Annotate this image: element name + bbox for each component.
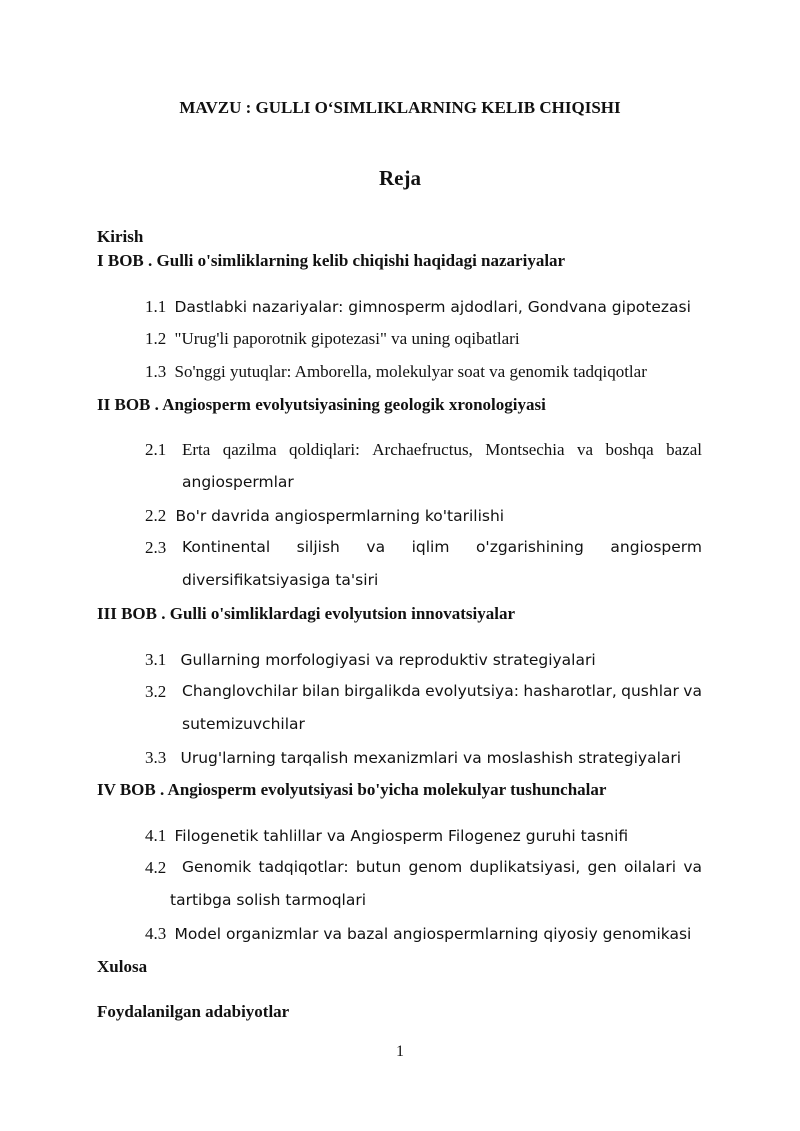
toc-item [145,329,520,349]
item-text-continuation: tartibga solish tarmoqlari [170,891,367,909]
toc-item [145,297,691,317]
chapter-2-heading: II BOB . Angiosperm evolyutsiyasining geologik xronologiyasi [97,395,546,414]
page-number: 1 [396,1043,404,1060]
item-number: 2.2 [145,506,167,525]
item-text-line: Genomik tadqiqotlar: butun genom duplikatsiyasi, gen oilalari va [182,858,702,876]
item-text-line: Erta qazilma qoldiqlari: Archaefructus, Montsechia va boshqa bazal [182,440,702,459]
item-text-line: Kontinental siljish va iqlim o'zgarishining angiosperm [182,538,702,556]
item-number: 3.2 [145,682,167,701]
toc-item [145,826,628,846]
intro-heading: Kirish [97,227,144,246]
item-text: Urug'larning tarqalish mexanizmlari va moslashish strategiyalari [180,749,682,767]
item-number: 3.1 [145,650,167,669]
item-text: Gullarning morfologiyasi va reproduktiv strategiyalari [180,651,596,669]
toc-item [145,748,681,768]
item-text: So'nggi yutuqlar: Amborella, molekulyar soat va genomik tadqiqotlar [174,362,647,381]
toc-item [145,924,691,944]
item-number: 2.1 [145,440,167,459]
toc-item [145,650,596,670]
item-text: Dastlabki nazariyalar: gimnosperm ajdodlari, Gondvana gipotezasi [174,298,691,316]
toc-item [145,506,504,526]
item-text-line: Changlovchilar bilan birgalikda evolyutsiya: hasharotlar, qushlar va [182,682,702,700]
item-number: 1.1 [145,297,167,316]
item-number: 1.3 [145,362,167,381]
item-text-continuation: sutemizuvchilar [182,715,305,733]
item-text: Bo'r davrida angiospermlarning ko'tarilishi [175,507,505,525]
plan-heading: Reja [379,166,421,190]
item-number: 2.3 [145,538,167,557]
item-number: 4.1 [145,826,167,845]
item-number: 4.3 [145,924,167,943]
document-title: MAVZU : GULLI O‘SIMLIKLARNING KELIB CHIQISHI [179,98,621,117]
chapter-1-heading: I BOB . Gulli o'simliklarning kelib chiqishi haqidagi nazariyalar [97,251,566,270]
item-number: 4.2 [145,858,167,877]
item-number: 3.3 [145,748,167,767]
item-text: Model organizmlar va bazal angiospermlarning qiyosiy genomikasi [174,925,692,943]
toc-item [145,362,647,382]
conclusion-heading: Xulosa [97,957,148,976]
chapter-4-heading: IV BOB . Angiosperm evolyutsiyasi bo'yicha molekulyar tushunchalar [97,780,607,799]
item-text-continuation: diversifikatsiyasiga ta'siri [182,571,379,589]
references-heading: Foydalanilgan adabiyotlar [97,1002,290,1021]
item-text-continuation: angiospermlar [182,473,294,491]
item-number: 1.2 [145,329,167,348]
item-text: "Urug'li paporotnik gipotezasi" va uning oqibatlari [174,329,520,348]
chapter-3-heading: III BOB . Gulli o'simliklardagi evolyutsion innovatsiyalar [97,604,515,623]
item-text: Filogenetik tahlillar va Angiosperm Filogenez guruhi tasnifi [174,827,629,845]
